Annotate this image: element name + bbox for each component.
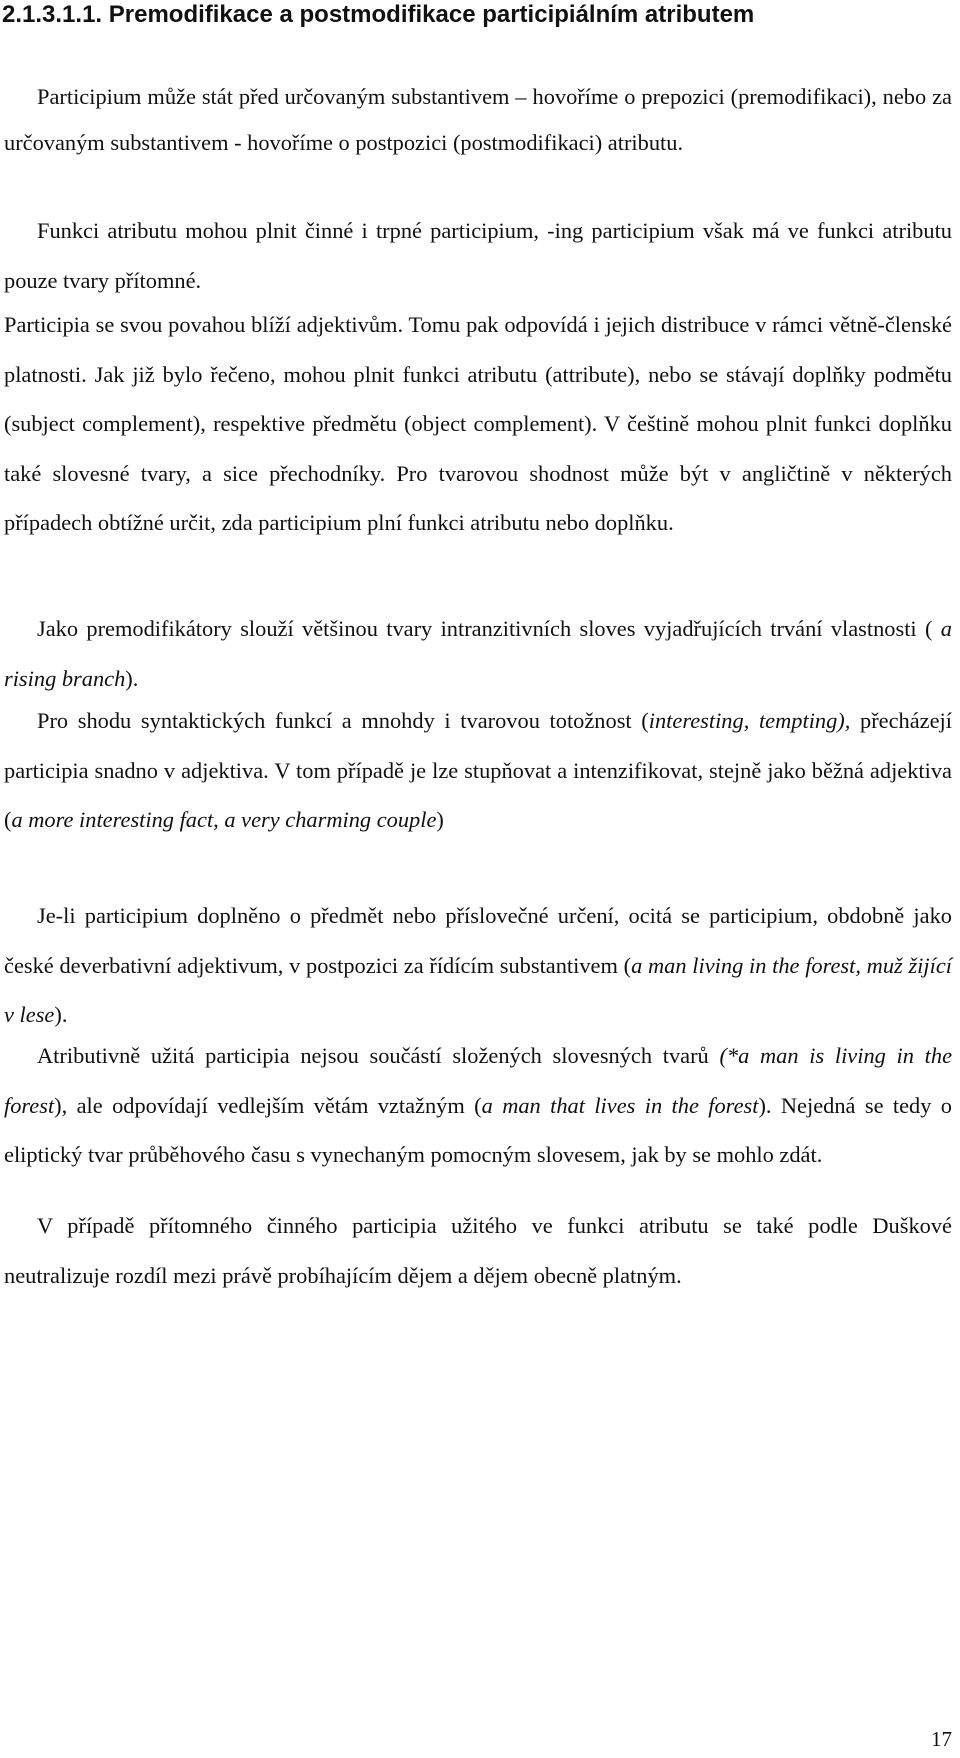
text-run: Jako premodifikátory slouží většinou tvary intranzitivních sloves vyjadřujících trvání vlastnosti ( (37, 616, 941, 641)
text-run: ). (54, 1002, 68, 1027)
text-run: Participium může stát před určovaným substantivem – hovoříme o prepozici (premodifikaci), nebo za určovaným substantivem - hovoříme o postpozici (postmodifikaci) atributu. (4, 84, 952, 155)
paragraph (4, 206, 952, 305)
text-run: Je-li participium doplněno o předmět nebo příslovečné určení, ocitá se participium, obdobně jako české deverbativní adjektivum, v postpozici za řídícím substantivem ( (4, 903, 952, 978)
text-run: Pro shodu syntaktických funkcí a mnohdy i tvarovou totožnost ( (37, 708, 649, 733)
text-run: Participia se svou povahou blíží adjektivům. Tomu pak odpovídá i jejich distribuce v rámci větně-členské platnosti. Jak již bylo řečeno, mohou plnit funkci atributu (attribute), nebo se stávají doplňky podmětu (subject complement), respektive předmětu (object complement). V češtině mohou plnit funkci doplňku také slovesné tvary, a sice přechodníky. Pro tvarovou shodnost může být v angličtině v některých případech obtížné určit, zda participium plní funkci atributu nebo doplňku. (4, 312, 952, 535)
text-run: ). (125, 665, 139, 691)
italic-text: a man that lives in the forest (481, 1092, 759, 1118)
italic-text: a rising branch (4, 616, 952, 691)
paragraph (4, 696, 952, 845)
page-number: 17 (931, 1727, 952, 1751)
italic-text: a man living in the forest, muž žijící v lese (4, 952, 953, 1027)
paragraph (4, 891, 952, 1040)
text-run: ). Nejedná se tedy o eliptický tvar průběhového času s vynechaným pomocným slovesem, jak by se mohlo zdát. (4, 1092, 953, 1167)
italic-text: a more interesting fact, a very charming couple (11, 807, 437, 832)
paragraph (4, 1031, 952, 1180)
italic-text: interesting, tempting), (648, 708, 851, 733)
paragraph (4, 300, 952, 548)
section-heading: 2.1.3.1.1. Premodifikace a postmodifikace participiálním atributem (2, 1, 755, 28)
paragraph (4, 1201, 952, 1300)
paragraph (4, 604, 952, 703)
text-run: Atributivně užitá participia nejsou součástí složených slovesných tvarů (37, 1043, 720, 1068)
text-run: ) (436, 807, 444, 832)
paragraph (4, 74, 952, 166)
text-run: V případě přítomného činného participia užitého ve funkci atributu se také podle Duškové neutralizuje rozdíl mezi právě probíhajícím dějem a dějem obecně platným. (4, 1213, 952, 1288)
text-run: Funkci atributu mohou plnit činné i trpné participium, -ing participium však má ve funkci atributu pouze tvary přítomné. (4, 218, 952, 293)
italic-text: (*a man is living in the forest (4, 1043, 953, 1118)
text-run: přecházejí participia snadno v adjektiva. V tom případě je lze stupňovat a intenzifikovat, stejně jako běžná adjektiva ( (4, 708, 952, 832)
text-run: ), ale odpovídají vedlejším větám vztažným ( (54, 1092, 482, 1118)
